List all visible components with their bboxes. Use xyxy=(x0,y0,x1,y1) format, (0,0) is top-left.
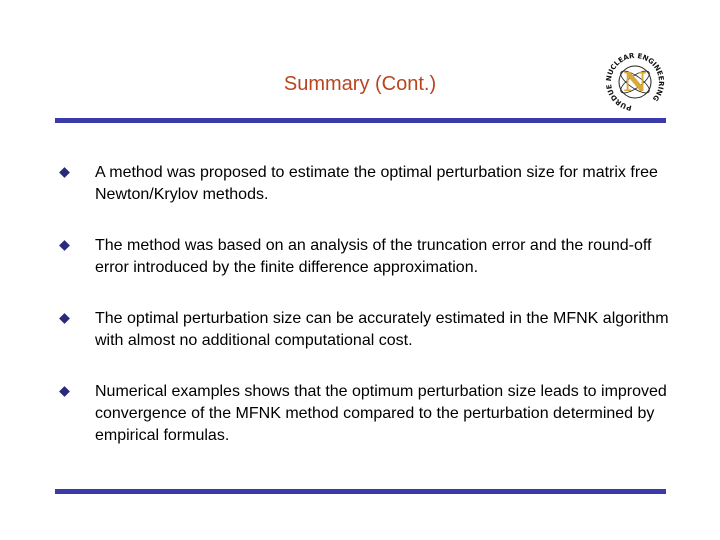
bullet-text: The optimal perturbation size can be accurately estimated in the MFNK algorithm with almost no additional computational cost. xyxy=(95,310,669,349)
bullet-item xyxy=(60,308,680,352)
bullet-item xyxy=(60,162,680,206)
bullet-text: Numerical examples shows that the optimum perturbation size leads to improved convergence of the MFNK method compared to the perturbation determined by empirical formulas. xyxy=(95,383,667,444)
top-divider xyxy=(55,118,666,123)
diamond-bullet-icon xyxy=(59,167,70,178)
logo-letter: N xyxy=(623,68,647,98)
bullet-item xyxy=(60,381,680,447)
slide-title: Summary (Cont.) xyxy=(283,73,437,95)
bullet-text: A method was proposed to estimate the optimal perturbation size for matrix free Newton/Krylov methods. xyxy=(95,164,658,203)
diamond-bullet-icon xyxy=(59,240,70,251)
purdue-nuclear-engineering-logo xyxy=(602,48,668,116)
bullet-item xyxy=(60,235,680,279)
bottom-divider xyxy=(55,489,666,494)
diamond-bullet-icon xyxy=(59,386,70,397)
logo-ring-text: PURDUE NUCLEAR ENGINEERING xyxy=(604,51,666,112)
bullet-text: The method was based on an analysis of the truncation error and the round-off error introduced by the finite difference approximation. xyxy=(95,237,652,276)
diamond-bullet-icon xyxy=(59,313,70,324)
